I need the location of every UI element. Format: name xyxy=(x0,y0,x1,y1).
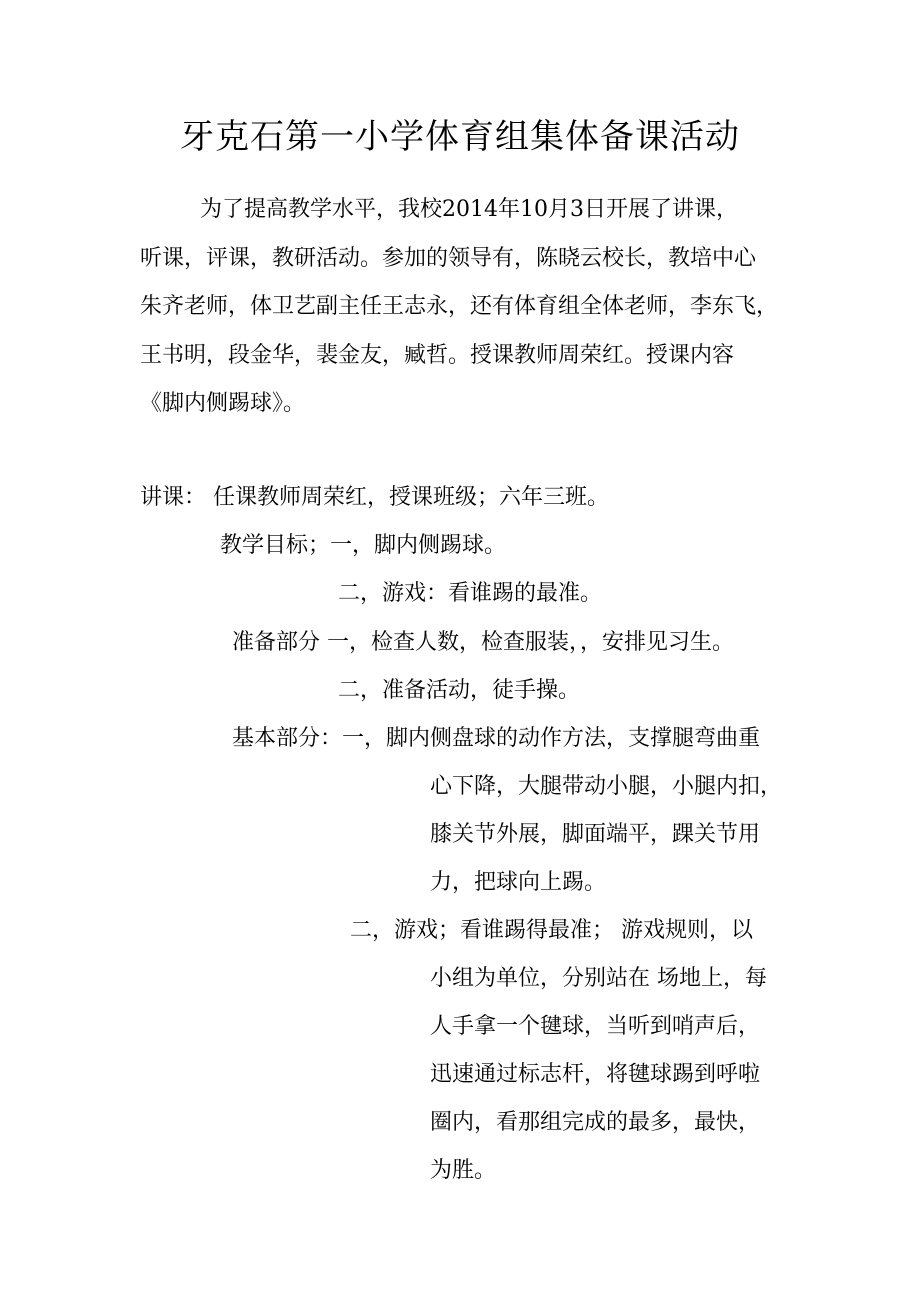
basic-line-1: 基本部分：一，脚内侧盘球的动作方法，支撑腿弯曲重 xyxy=(232,726,761,751)
basic-item-1-continuation xyxy=(430,763,782,907)
prep-line-2: 二，准备活动，徒手操。 xyxy=(338,678,581,703)
text-line: 人手拿一个毽球，当听到哨声后， xyxy=(430,1014,761,1039)
text-line: 膝关节外展，脚面端平，踝关节用 xyxy=(430,822,761,847)
goals-line-1: 教学目标；一，脚内侧踢球。 xyxy=(220,533,507,558)
text-line: 圈内，看那组完成的最多，最快， xyxy=(430,1110,761,1135)
intro-line: 朱齐老师，体卫艺副主任王志永，还有体育组全体老师，李东飞， xyxy=(140,294,779,319)
intro-line: 听课，评课，教研活动。参加的领导有，陈晓云校长，教培中心 xyxy=(140,245,757,271)
intro-line: 王书明，段金华，裴金友，臧哲。授课教师周荣红。授课内容 xyxy=(140,342,735,368)
intro-paragraph xyxy=(140,186,790,429)
lecture-line: 讲课： 任课教师周荣红，授课班级；六年三班。 xyxy=(140,485,609,510)
intro-line: 《脚内侧踢球》。 xyxy=(140,391,306,416)
text-line: 为胜。 xyxy=(430,1158,497,1183)
text-line: 迅速通过标志杆，将毽球踢到呼啦 xyxy=(430,1062,761,1087)
basic-line-2: 二，游戏；看谁踢得最准； 游戏规则，以 xyxy=(350,918,753,943)
text-line: 力，把球向上踢。 xyxy=(430,870,607,895)
prep-line-1: 准备部分 一，检查人数，检查服装，，安排见习生。 xyxy=(232,630,734,655)
basic-item-2-continuation xyxy=(430,955,767,1195)
goals-line-2: 二，游戏：看谁踢的最准。 xyxy=(338,581,603,606)
text-line: 心下降，大腿带动小腿，小腿内扣， xyxy=(430,774,783,799)
intro-line: 为了提高教学水平，我校2014年10月3日开展了讲课， xyxy=(200,197,738,222)
text-line: 小组为单位，分别站在 场地上，每 xyxy=(430,966,767,991)
page-title: 牙克石第一小学体育组集体备课活动 xyxy=(180,117,740,157)
